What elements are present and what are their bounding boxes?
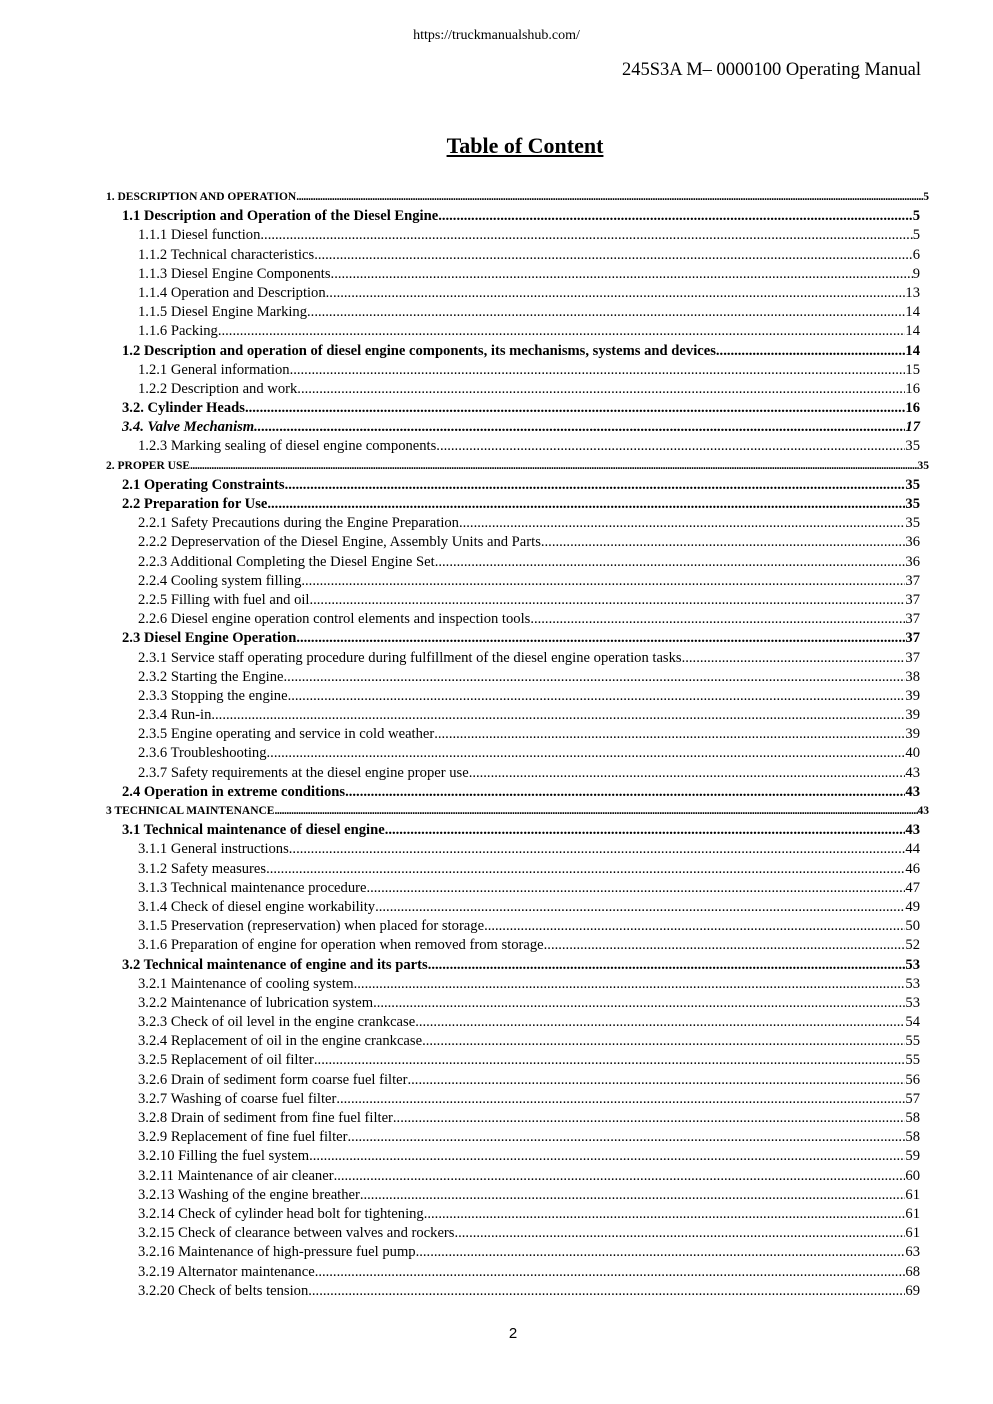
- toc-entry-title: 3.2.13 Washing of the engine breather: [138, 1186, 360, 1203]
- toc-entry-title: 3.2.7 Washing of coarse fuel filter: [138, 1090, 337, 1107]
- toc-entry-page: 38: [905, 668, 920, 685]
- toc-entry-page: 6: [912, 246, 920, 263]
- table-of-contents: [106, 188, 929, 1301]
- toc-entry[interactable]: [106, 668, 920, 687]
- toc-entry-title: 2.1 Operating Constraints: [122, 476, 285, 493]
- toc-entry-page: 56: [905, 1071, 920, 1088]
- toc-dot-leader: [385, 821, 906, 840]
- toc-dot-leader: [454, 1224, 905, 1243]
- toc-entry-page: 14: [905, 342, 920, 359]
- toc-dot-leader: [309, 591, 905, 610]
- toc-dot-leader: [530, 610, 905, 629]
- toc-dot-leader: [307, 303, 905, 322]
- toc-entry-page: 36: [905, 534, 920, 551]
- toc-entry-title: 1.1 Description and Operation of the Diesel Engine: [122, 208, 439, 225]
- toc-entry-title: 1.1.3 Diesel Engine Components: [138, 265, 331, 282]
- toc-entry-title: 1.1.1 Diesel function: [138, 227, 261, 244]
- toc-entry-page: 13: [905, 284, 920, 301]
- toc-entry[interactable]: [106, 1013, 920, 1032]
- toc-entry-title: 3.2. Cylinder Heads: [122, 400, 245, 417]
- toc-entry-page: 35: [917, 459, 929, 472]
- toc-dot-leader: [334, 1167, 906, 1186]
- toc-entry[interactable]: [106, 917, 920, 936]
- toc-dot-leader: [267, 744, 906, 763]
- toc-dot-leader: [682, 649, 906, 668]
- toc-dot-leader: [290, 361, 906, 380]
- toc-entry[interactable]: [106, 975, 920, 994]
- toc-entry-page: 17: [905, 419, 920, 436]
- toc-entry[interactable]: [106, 591, 920, 610]
- toc-dot-leader: [415, 1013, 905, 1032]
- toc-dot-leader: [436, 437, 905, 456]
- toc-entry-title: 3 TECHNICAL MAINTENANCE: [106, 805, 275, 817]
- toc-entry[interactable]: [106, 802, 929, 821]
- toc-entry[interactable]: [106, 1205, 920, 1224]
- toc-entry-page: 15: [905, 361, 920, 378]
- toc-entry-page: 54: [905, 1014, 920, 1031]
- toc-entry[interactable]: [106, 1032, 920, 1051]
- toc-entry-title: 2.3 Diesel Engine Operation: [122, 630, 297, 647]
- toc-entry[interactable]: [106, 572, 920, 591]
- toc-entry[interactable]: [106, 1282, 920, 1301]
- toc-entry[interactable]: [106, 303, 920, 322]
- source-url[interactable]: https://truckmanualshub.com/: [413, 28, 580, 43]
- toc-entry[interactable]: [106, 361, 920, 380]
- toc-dot-leader: [354, 975, 906, 994]
- toc-entry[interactable]: [106, 1243, 920, 1262]
- toc-dot-leader: [254, 418, 905, 437]
- toc-entry-title: 2.2.1 Safety Precautions during the Engine Preparation: [138, 515, 459, 532]
- toc-entry-page: 39: [905, 687, 920, 704]
- toc-entry-page: 14: [905, 323, 920, 340]
- toc-entry-page: 40: [905, 745, 920, 762]
- toc-entry-page: 5: [912, 227, 920, 244]
- toc-entry-page: 36: [905, 553, 920, 570]
- toc-dot-leader: [424, 1205, 906, 1224]
- toc-entry-page: 5: [912, 208, 920, 225]
- toc-entry-title: 3.1.1 General instructions: [138, 841, 289, 858]
- toc-dot-leader: [438, 207, 913, 226]
- toc-dot-leader: [288, 687, 906, 706]
- toc-entry[interactable]: [106, 1051, 920, 1070]
- toc-entry[interactable]: [106, 1071, 920, 1090]
- toc-entry-page: 68: [905, 1263, 920, 1280]
- toc-entry[interactable]: [106, 610, 920, 629]
- toc-entry[interactable]: [106, 553, 920, 572]
- toc-entry[interactable]: [106, 265, 920, 284]
- toc-entry-title: 3.2.3 Check of oil level in the engine crankcase: [138, 1014, 416, 1031]
- toc-entry-title: 2.3.6 Troubleshooting: [138, 745, 267, 762]
- toc-entry[interactable]: [106, 994, 920, 1013]
- toc-entry[interactable]: [106, 457, 929, 476]
- toc-entry-page: 52: [905, 937, 920, 954]
- toc-entry-title: 3.4. Valve Mechanism: [122, 419, 255, 436]
- toc-dot-leader: [301, 572, 905, 591]
- toc-entry-title: 2.2.4 Cooling system filling: [138, 572, 302, 589]
- toc-entry-title: 3.2.11 Maintenance of air cleaner: [138, 1167, 334, 1184]
- toc-dot-leader: [428, 956, 906, 975]
- toc-dot-leader: [284, 668, 906, 687]
- toc-entry-title: 2.3.1 Service staff operating procedure during fulfillment of the diesel engine operation tasks: [138, 649, 682, 666]
- toc-entry-title: 1.2.2 Description and work: [138, 380, 298, 397]
- toc-dot-leader: [266, 860, 905, 879]
- toc-entry[interactable]: [106, 744, 920, 763]
- toc-dot-leader: [373, 994, 905, 1013]
- toc-entry-title: 2.3.4 Run-in: [138, 707, 212, 724]
- toc-entry-title: 2.3.5 Engine operating and service in cold weather: [138, 726, 435, 743]
- toc-entry[interactable]: [106, 1224, 920, 1243]
- toc-entry-title: 2.4 Operation in extreme conditions: [122, 783, 346, 800]
- toc-heading: Table of Content: [446, 133, 604, 158]
- toc-entry-page: 61: [905, 1205, 920, 1222]
- toc-entry-title: 2.2.2 Depreservation of the Diesel Engine, Assembly Units and Parts: [138, 534, 541, 551]
- toc-dot-leader: [336, 1090, 905, 1109]
- toc-entry-title: 1.2.1 General information: [138, 361, 290, 378]
- toc-entry[interactable]: [106, 495, 920, 514]
- toc-entry-page: 61: [905, 1186, 920, 1203]
- toc-entry[interactable]: [106, 437, 920, 456]
- toc-entry[interactable]: [106, 821, 920, 840]
- toc-dot-leader: [309, 1147, 905, 1166]
- toc-dot-leader: [716, 342, 906, 361]
- toc-entry-page: 53: [905, 994, 920, 1011]
- toc-entry-title: 1.2 Description and operation of diesel engine components, its mechanisms, systems and devices: [122, 342, 716, 359]
- toc-dot-leader: [296, 629, 905, 648]
- toc-entry-title: 3.1.5 Preservation (represervation) when placed for storage: [138, 918, 485, 935]
- toc-entry-page: 39: [905, 707, 920, 724]
- toc-entry-page: 37: [905, 591, 920, 608]
- toc-entry-title: 3.2.15 Check of clearance between valves and rockers: [138, 1225, 455, 1242]
- toc-entry-page: 43: [905, 822, 920, 839]
- toc-entry[interactable]: [106, 342, 920, 361]
- toc-entry[interactable]: [106, 1263, 920, 1282]
- toc-dot-leader: [274, 802, 917, 821]
- toc-dot-leader: [484, 917, 905, 936]
- toc-dot-leader: [297, 380, 905, 399]
- toc-entry-title: 3.2.20 Check of belts tension: [138, 1282, 309, 1299]
- toc-entry[interactable]: [106, 936, 920, 955]
- toc-entry-page: 55: [905, 1033, 920, 1050]
- toc-entry-page: 50: [905, 918, 920, 935]
- toc-dot-leader: [459, 514, 905, 533]
- toc-entry-title: 1. DESCRIPTION AND OPERATION: [106, 191, 297, 203]
- toc-entry[interactable]: [106, 687, 920, 706]
- toc-entry[interactable]: [106, 399, 920, 418]
- toc-entry-page: 44: [905, 841, 920, 858]
- toc-entry-title: 2.3.7 Safety requirements at the diesel engine proper use: [138, 764, 469, 781]
- toc-entry[interactable]: [106, 783, 920, 802]
- toc-entry-title: 3.1.4 Check of diesel engine workability: [138, 898, 376, 915]
- toc-dot-leader: [285, 476, 906, 495]
- toc-entry-title: 3.2.4 Replacement of oil in the engine crankcase: [138, 1033, 423, 1050]
- toc-entry-title: 3.2.14 Check of cylinder head bolt for tightening: [138, 1205, 424, 1222]
- toc-entry-page: 61: [905, 1225, 920, 1242]
- toc-entry[interactable]: [106, 1147, 920, 1166]
- toc-dot-leader: [267, 495, 905, 514]
- toc-entry-title: 3.1.2 Safety measures: [138, 860, 267, 877]
- toc-entry[interactable]: [106, 649, 920, 668]
- toc-entry-title: 3.2 Technical maintenance of engine and its parts: [122, 956, 428, 973]
- toc-entry[interactable]: [106, 533, 920, 552]
- toc-entry-title: 3.2.8 Drain of sediment from fine fuel filter: [138, 1110, 393, 1126]
- toc-entry-page: 59: [905, 1148, 920, 1165]
- toc-entry[interactable]: [106, 1109, 920, 1128]
- toc-entry-title: 3.2.5 Replacement of oil filter: [138, 1052, 314, 1069]
- toc-entry-page: 9: [912, 265, 920, 282]
- toc-dot-leader: [314, 246, 913, 265]
- toc-entry-page: 14: [905, 304, 920, 321]
- toc-entry-page: 47: [905, 879, 920, 896]
- toc-entry-page: 58: [905, 1129, 920, 1146]
- toc-entry-title: 2.2 Preparation for Use: [122, 496, 268, 512]
- toc-entry-title: 1.1.5 Diesel Engine Marking: [138, 304, 308, 321]
- toc-entry-title: 3.2.1 Maintenance of cooling system: [138, 975, 354, 992]
- toc-dot-leader: [544, 936, 906, 955]
- toc-entry[interactable]: [106, 840, 920, 859]
- toc-entry-title: 3.1.3 Technical maintenance procedure: [138, 879, 367, 896]
- toc-entry-title: 3.2.16 Maintenance of high-pressure fuel pump: [138, 1244, 416, 1261]
- toc-entry-page: 37: [905, 649, 920, 666]
- toc-dot-leader: [345, 783, 905, 802]
- toc-entry-title: 3.2.19 Alternator maintenance: [138, 1263, 315, 1280]
- toc-entry[interactable]: [106, 188, 929, 207]
- toc-entry-title: 3.2.10 Filling the fuel system: [138, 1148, 310, 1165]
- toc-entry-page: 35: [905, 476, 920, 493]
- toc-entry-page: 43: [905, 764, 920, 781]
- toc-entry-page: 55: [905, 1052, 920, 1069]
- toc-dot-leader: [393, 1109, 906, 1128]
- toc-entry[interactable]: [106, 246, 920, 265]
- toc-entry-title: 2.3.3 Stopping the engine: [138, 687, 288, 704]
- toc-entry[interactable]: [106, 418, 920, 437]
- toc-dot-leader: [308, 1282, 905, 1301]
- toc-entry-title: 2.2.5 Filling with fuel and oil: [138, 591, 310, 608]
- toc-entry-page: 5: [923, 191, 929, 203]
- toc-entry-title: 3.1 Technical maintenance of diesel engine: [122, 822, 385, 839]
- toc-entry-page: 37: [905, 630, 920, 647]
- toc-entry-page: 16: [905, 380, 920, 397]
- toc-dot-leader: [331, 265, 913, 284]
- toc-entry[interactable]: [106, 725, 920, 744]
- toc-dot-leader: [434, 725, 905, 744]
- toc-entry-page: 43: [917, 805, 929, 817]
- toc-entry[interactable]: [106, 879, 920, 898]
- toc-dot-leader: [190, 457, 917, 476]
- toc-dot-leader: [422, 1032, 905, 1051]
- toc-entry-page: 39: [905, 726, 920, 743]
- toc-entry[interactable]: [106, 898, 920, 917]
- toc-dot-leader: [541, 533, 906, 552]
- toc-entry-page: 57: [905, 1090, 920, 1107]
- page-number: 2: [508, 1325, 518, 1342]
- toc-dot-leader: [360, 1186, 906, 1205]
- toc-entry-title: 3.2.9 Replacement of fine fuel filter: [138, 1129, 348, 1146]
- toc-entry[interactable]: [106, 380, 920, 399]
- toc-entry-title: 3.1.6 Preparation of engine for operation when removed from storage: [138, 937, 544, 954]
- toc-dot-leader: [366, 879, 905, 898]
- toc-entry[interactable]: [106, 629, 920, 648]
- toc-dot-leader: [348, 1128, 906, 1147]
- toc-entry[interactable]: [106, 706, 920, 725]
- toc-entry-title: 1.1.2 Technical characteristics: [138, 246, 315, 263]
- toc-dot-leader: [245, 399, 905, 418]
- toc-entry-page: 43: [905, 783, 920, 800]
- toc-entry-page: 35: [905, 438, 920, 455]
- toc-entry[interactable]: [106, 284, 920, 303]
- toc-dot-leader: [326, 284, 906, 303]
- toc-dot-leader: [469, 764, 906, 783]
- toc-entry[interactable]: [106, 322, 920, 341]
- toc-entry[interactable]: [106, 1090, 920, 1109]
- toc-entry-page: 53: [905, 956, 920, 973]
- toc-entry-title: 2.2.6 Diesel engine operation control elements and inspection tools: [138, 611, 531, 628]
- toc-entry[interactable]: [106, 1128, 920, 1147]
- toc-entry-page: 37: [905, 572, 920, 589]
- toc-dot-leader: [375, 898, 905, 917]
- toc-entry[interactable]: [106, 207, 920, 226]
- toc-dot-leader: [260, 226, 912, 245]
- toc-entry-page: 69: [905, 1282, 920, 1299]
- toc-entry-page: 35: [905, 496, 920, 512]
- toc-entry[interactable]: [106, 1167, 920, 1186]
- toc-dot-leader: [315, 1263, 906, 1282]
- toc-entry-page: 53: [905, 975, 920, 992]
- toc-dot-leader: [435, 553, 906, 572]
- document-title: 245S3A M– 0000100 Operating Manual: [621, 60, 921, 80]
- toc-entry[interactable]: [106, 956, 920, 975]
- toc-entry-page: 16: [905, 400, 920, 417]
- toc-dot-leader: [296, 188, 923, 207]
- toc-dot-leader: [408, 1071, 906, 1090]
- toc-dot-leader: [416, 1243, 906, 1262]
- toc-entry-page: 49: [905, 898, 920, 915]
- toc-dot-leader: [289, 840, 906, 859]
- toc-dot-leader: [211, 706, 905, 725]
- toc-entry-title: 1.1.6 Packing: [138, 323, 218, 340]
- toc-dot-leader: [314, 1051, 906, 1070]
- toc-entry-page: 37: [905, 611, 920, 628]
- toc-entry-title: 2. PROPER USE: [106, 459, 191, 472]
- toc-entry-title: 1.1.4 Operation and Description: [138, 284, 326, 301]
- toc-entry-page: 46: [905, 860, 920, 877]
- toc-entry-page: 63: [905, 1244, 920, 1261]
- toc-entry-title: 2.3.2 Starting the Engine: [138, 668, 284, 685]
- toc-entry-title: 3.2.2 Maintenance of lubrication system: [138, 994, 374, 1011]
- toc-entry[interactable]: [106, 764, 920, 783]
- toc-entry-title: 2.2.3 Additional Completing the Diesel Engine Set: [138, 553, 435, 570]
- toc-entry-page: 35: [905, 515, 920, 532]
- toc-entry[interactable]: [106, 226, 920, 245]
- toc-dot-leader: [218, 322, 906, 341]
- toc-entry-page: 60: [905, 1167, 920, 1184]
- toc-entry[interactable]: [106, 476, 920, 495]
- toc-entry[interactable]: [106, 860, 920, 879]
- toc-entry-page: 58: [905, 1110, 920, 1126]
- toc-entry-title: 1.2.3 Marking sealing of diesel engine components: [138, 438, 437, 455]
- toc-entry[interactable]: [106, 514, 920, 533]
- toc-entry-title: 3.2.6 Drain of sediment form coarse fuel filter: [138, 1071, 408, 1088]
- toc-entry[interactable]: [106, 1186, 920, 1205]
